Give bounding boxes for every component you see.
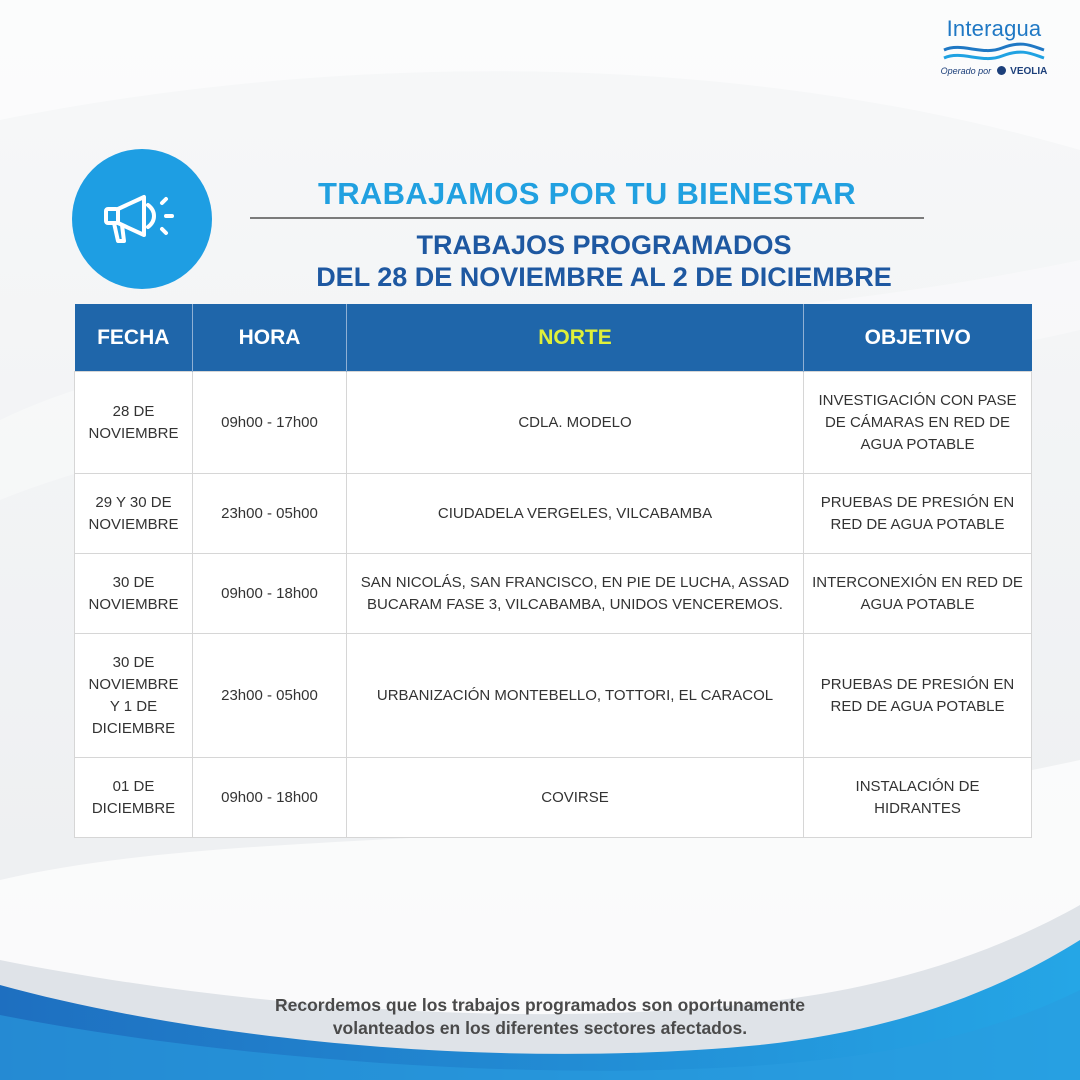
- table-row: [75, 372, 1032, 474]
- cell-fecha: 29 Y 30 DE NOVIEMBRE: [75, 474, 193, 554]
- page-subtitle: [250, 229, 958, 293]
- table-row: [75, 474, 1032, 554]
- cell-fecha: 28 DE NOVIEMBRE: [75, 372, 193, 474]
- cell-sector: CIUDADELA VERGELES, VILCABAMBA: [347, 474, 804, 554]
- footer-line-2: volanteados en los diferentes sectores afectados.: [332, 1018, 748, 1038]
- cell-hora: 09h00 - 18h00: [193, 554, 347, 634]
- veolia-icon: [997, 66, 1006, 75]
- scheduled-works-table: [74, 304, 1032, 838]
- subtitle-line-1: TRABAJOS PROGRAMADOS: [416, 230, 792, 260]
- header-objetivo: OBJETIVO: [804, 304, 1032, 372]
- footer-note: [200, 994, 880, 1040]
- interagua-logo: [934, 16, 1054, 77]
- operated-by-text: Operado por: [940, 66, 992, 76]
- cell-hora: 09h00 - 18h00: [193, 758, 347, 838]
- cell-objetivo: PRUEBAS DE PRESIÓN EN RED DE AGUA POTABLE: [804, 634, 1032, 758]
- cell-objetivo: INSTALACIÓN DE HIDRANTES: [804, 758, 1032, 838]
- cell-objetivo: INTERCONEXIÓN EN RED DE AGUA POTABLE: [804, 554, 1032, 634]
- footer-line-1: Recordemos que los trabajos programados son oportunamente: [275, 995, 805, 1015]
- table-row: [75, 634, 1032, 758]
- subtitle-line-2: DEL 28 DE NOVIEMBRE AL 2 DE DICIEMBRE: [316, 262, 892, 292]
- header-fecha: FECHA: [75, 304, 193, 372]
- cell-sector: COVIRSE: [347, 758, 804, 838]
- cell-sector: URBANIZACIÓN MONTEBELLO, TOTTORI, EL CARACOL: [347, 634, 804, 758]
- cell-fecha: 30 DE NOVIEMBRE Y 1 DE DICIEMBRE: [75, 634, 193, 758]
- megaphone-icon: [100, 189, 184, 249]
- logo-operated-by: [934, 66, 1054, 77]
- cell-sector: CDLA. MODELO: [347, 372, 804, 474]
- table-header-row: [75, 304, 1032, 372]
- table-row: [75, 758, 1032, 838]
- operator-name: VEOLIA: [1010, 66, 1048, 77]
- cell-objetivo: INVESTIGACIÓN CON PASE DE CÁMARAS EN RED DE AGUA POTABLE: [804, 372, 1032, 474]
- page-title: TRABAJAMOS POR TU BIENESTAR: [318, 176, 856, 211]
- cell-hora: 23h00 - 05h00: [193, 634, 347, 758]
- logo-name: Interagua: [946, 16, 1042, 41]
- cell-hora: 23h00 - 05h00: [193, 474, 347, 554]
- cell-objetivo: PRUEBAS DE PRESIÓN EN RED DE AGUA POTABLE: [804, 474, 1032, 554]
- table-row: [75, 554, 1032, 634]
- cell-sector: SAN NICOLÁS, SAN FRANCISCO, EN PIE DE LUCHA, ASSAD BUCARAM FASE 3, VILCABAMBA, UNIDOS VENCEREMOS.: [347, 554, 804, 634]
- cell-fecha: 01 DE DICIEMBRE: [75, 758, 193, 838]
- cell-hora: 09h00 - 17h00: [193, 372, 347, 474]
- cell-fecha: 30 DE NOVIEMBRE: [75, 554, 193, 634]
- header-norte: NORTE: [347, 304, 804, 372]
- header-hora: HORA: [193, 304, 347, 372]
- title-divider: [250, 217, 924, 219]
- logo-waves-icon: [942, 42, 1046, 64]
- announcement-circle: [72, 149, 212, 289]
